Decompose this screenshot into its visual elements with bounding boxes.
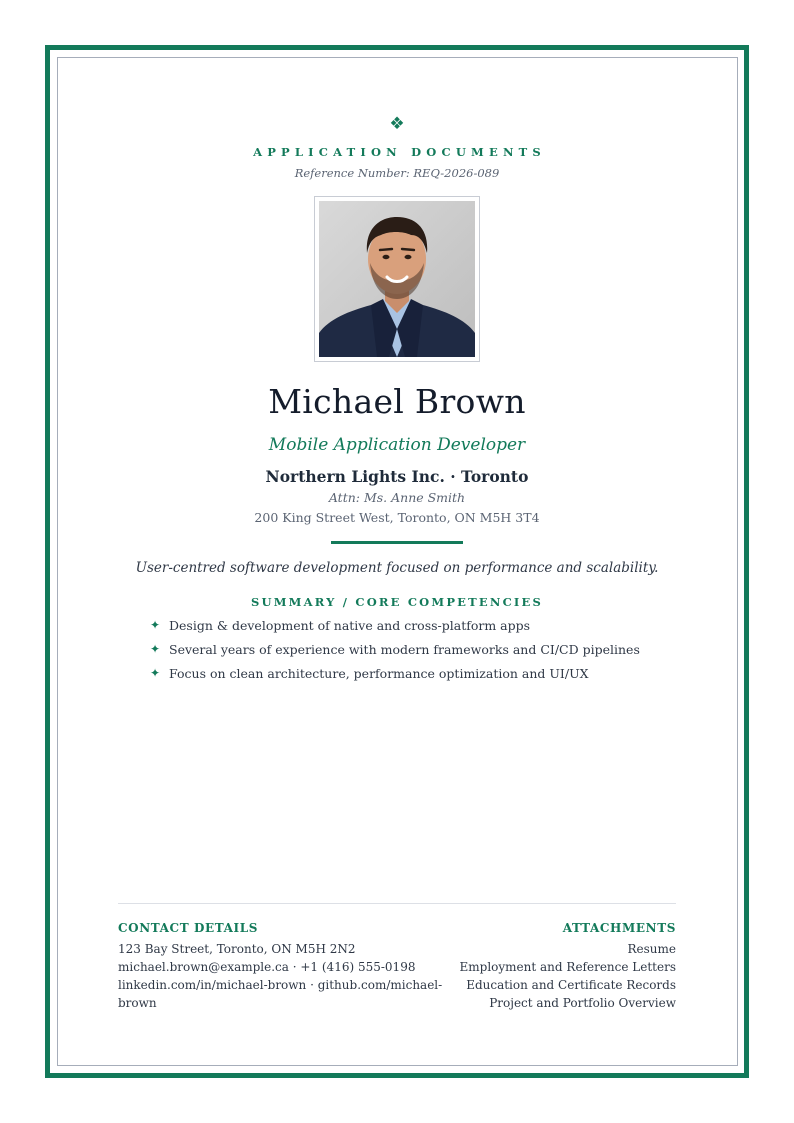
- attachment-item: Resume: [627, 942, 676, 956]
- job-title: Mobile Application Developer: [268, 435, 526, 455]
- star-bullet-icon: ✦: [150, 618, 161, 632]
- competency-text: Design & development of native and cross-platform apps: [169, 618, 531, 633]
- profile-photo: [319, 201, 475, 357]
- contact-links: linkedin.com/in/michael-brown · github.com/michael-brown: [118, 978, 443, 1010]
- attachment-item: Education and Certificate Records: [466, 978, 676, 992]
- recipient-attention: Attn: Ms. Anne Smith: [328, 490, 466, 505]
- divider-rule: [331, 541, 463, 544]
- list-item: [150, 641, 640, 665]
- star-bullet-icon: ✦: [150, 666, 161, 680]
- list-item: [150, 665, 640, 689]
- list-item: [150, 617, 640, 641]
- contact-heading: CONTACT DETAILS: [118, 921, 259, 935]
- tagline: User-centred software development focused on performance and scalability.: [135, 560, 659, 576]
- attachments-section: [416, 920, 676, 1012]
- footer-divider: [118, 903, 676, 904]
- contact-address: 123 Bay Street, Toronto, ON M5H 2N2: [118, 942, 356, 956]
- profile-photo-frame: [314, 196, 480, 362]
- attachments-heading: ATTACHMENTS: [562, 921, 676, 935]
- contact-email-phone: michael.brown@example.ca · +1 (416) 555-0198: [118, 960, 416, 974]
- attachment-item: Employment and Reference Letters: [459, 960, 676, 974]
- applicant-name: Michael Brown: [268, 382, 526, 421]
- document-title: APPLICATION DOCUMENTS: [253, 145, 546, 159]
- reference-number: Reference Number: REQ-2026-089: [294, 166, 500, 180]
- competency-list: [150, 617, 640, 689]
- competency-text: Several years of experience with modern frameworks and CI/CD pipelines: [169, 642, 640, 657]
- diamond-ornament-icon: ❖: [389, 114, 405, 134]
- star-bullet-icon: ✦: [150, 642, 161, 656]
- attachment-item: Project and Portfolio Overview: [489, 996, 676, 1010]
- recipient-address: 200 King Street West, Toronto, ON M5H 3T4: [254, 510, 540, 525]
- summary-heading: SUMMARY / CORE COMPETENCIES: [251, 595, 543, 609]
- competency-text: Focus on clean architecture, performance optimization and UI/UX: [169, 666, 589, 681]
- recipient-company: Northern Lights Inc. · Toronto: [265, 467, 529, 486]
